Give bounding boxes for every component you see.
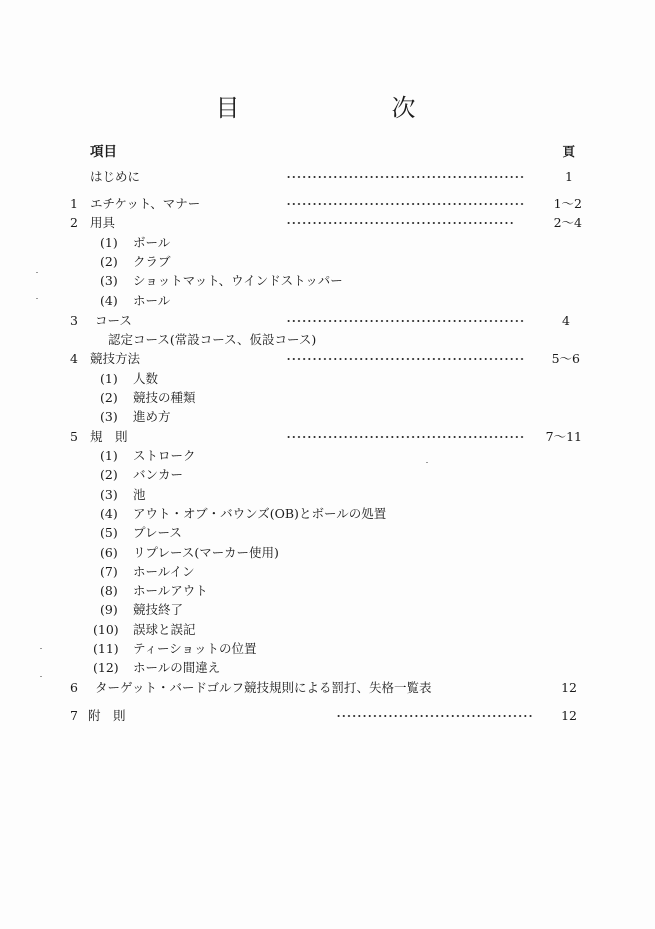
toc-intro-label: はじめに — [90, 169, 141, 184]
page-title: 目 次 — [215, 94, 480, 122]
toc-5-label: 規 則 — [90, 429, 128, 444]
toc-2-1-num: (1) — [100, 235, 118, 250]
toc-5-2-label: バンカー — [133, 467, 184, 482]
toc-5-11-num: (11) — [93, 641, 119, 656]
toc-leader-dots — [286, 358, 524, 360]
toc-5-8-label: ホールアウト — [133, 583, 208, 598]
toc-5-6-num: (6) — [100, 545, 118, 560]
toc-3-sub: 認定コース(常設コース、仮設コース) — [108, 332, 317, 347]
toc-5-9-num: (9) — [100, 602, 118, 617]
toc-2-3-label: ショットマット、ウインドストッパー — [133, 273, 343, 288]
toc-5-4-label: アウト・オブ・バウンズ(OB)とボールの処置 — [133, 506, 387, 521]
toc-5-12-label: ホールの間違え — [133, 660, 221, 675]
toc-4-3-label: 進め方 — [133, 409, 171, 424]
toc-1-label: エチケット、マナー — [90, 196, 201, 211]
toc-2-3-num: (3) — [100, 273, 118, 288]
toc-4-1-num: (1) — [100, 371, 118, 386]
toc-leader-dots — [286, 222, 514, 224]
header-item: 項目 — [90, 144, 117, 160]
toc-intro-page: 1 — [565, 169, 573, 184]
toc-5-num: 5 — [70, 429, 78, 444]
toc-2-page: 2〜4 — [553, 215, 582, 230]
scan-speck — [40, 648, 42, 649]
toc-3-num: 3 — [70, 313, 78, 328]
toc-6-num: 6 — [70, 680, 78, 695]
scan-speck — [36, 272, 38, 273]
toc-5-2-num: (2) — [100, 467, 118, 482]
toc-5-11-label: ティーショットの位置 — [133, 641, 257, 656]
header-page: 頁 — [562, 144, 575, 159]
toc-4-label: 競技方法 — [90, 351, 141, 366]
toc-7-label: 附 則 — [88, 708, 126, 723]
toc-7-num: 7 — [70, 708, 78, 723]
toc-leader-dots — [286, 436, 524, 438]
toc-1-num: 1 — [70, 196, 78, 211]
toc-leader-dots — [286, 176, 524, 178]
toc-5-9-label: 競技終了 — [133, 602, 184, 617]
toc-leader-dots — [286, 320, 524, 322]
scan-speck — [426, 462, 428, 463]
toc-5-6-label: リプレース(マーカー使用) — [133, 545, 279, 560]
toc-6-page: 12 — [561, 680, 577, 695]
toc-2-4-num: (4) — [100, 293, 118, 308]
toc-2-4-label: ホール — [133, 293, 171, 308]
toc-leader-dots — [336, 715, 534, 717]
toc-5-4-num: (4) — [100, 506, 118, 521]
toc-5-10-num: (10) — [93, 622, 119, 637]
toc-5-page: 7〜11 — [545, 429, 582, 444]
scan-speck — [40, 676, 42, 677]
toc-4-1-label: 人数 — [133, 371, 159, 386]
toc-6-label: ターゲット・バードゴルフ競技規則による罰打、失格一覧表 — [95, 680, 432, 695]
toc-5-8-num: (8) — [100, 583, 118, 598]
toc-3-page: 4 — [562, 313, 570, 328]
toc-5-10-label: 誤球と誤記 — [133, 622, 196, 637]
toc-5-12-num: (12) — [93, 660, 119, 675]
toc-4-2-num: (2) — [100, 390, 118, 405]
toc-3-label: コース — [95, 313, 132, 328]
toc-5-1-label: ストローク — [133, 448, 196, 463]
toc-4-2-label: 競技の種類 — [133, 390, 196, 405]
toc-4-num: 4 — [70, 351, 78, 366]
toc-5-7-num: (7) — [100, 564, 118, 579]
toc-5-1-num: (1) — [100, 448, 118, 463]
toc-2-num: 2 — [70, 215, 78, 230]
toc-2-1-label: ボール — [133, 235, 171, 250]
toc-5-5-label: プレース — [133, 525, 182, 540]
toc-5-5-num: (5) — [100, 525, 118, 540]
toc-2-2-num: (2) — [100, 254, 118, 269]
toc-4-page: 5〜6 — [551, 351, 580, 366]
toc-leader-dots — [286, 203, 524, 205]
scan-speck — [36, 298, 38, 299]
toc-4-3-num: (3) — [100, 409, 118, 424]
toc-5-3-num: (3) — [100, 487, 118, 502]
toc-5-7-label: ホールイン — [133, 564, 195, 579]
toc-2-label: 用具 — [90, 215, 116, 230]
toc-7-page: 12 — [561, 708, 577, 723]
toc-1-page: 1〜2 — [553, 196, 582, 211]
toc-5-3-label: 池 — [133, 487, 146, 502]
toc-2-2-label: クラブ — [133, 254, 171, 269]
